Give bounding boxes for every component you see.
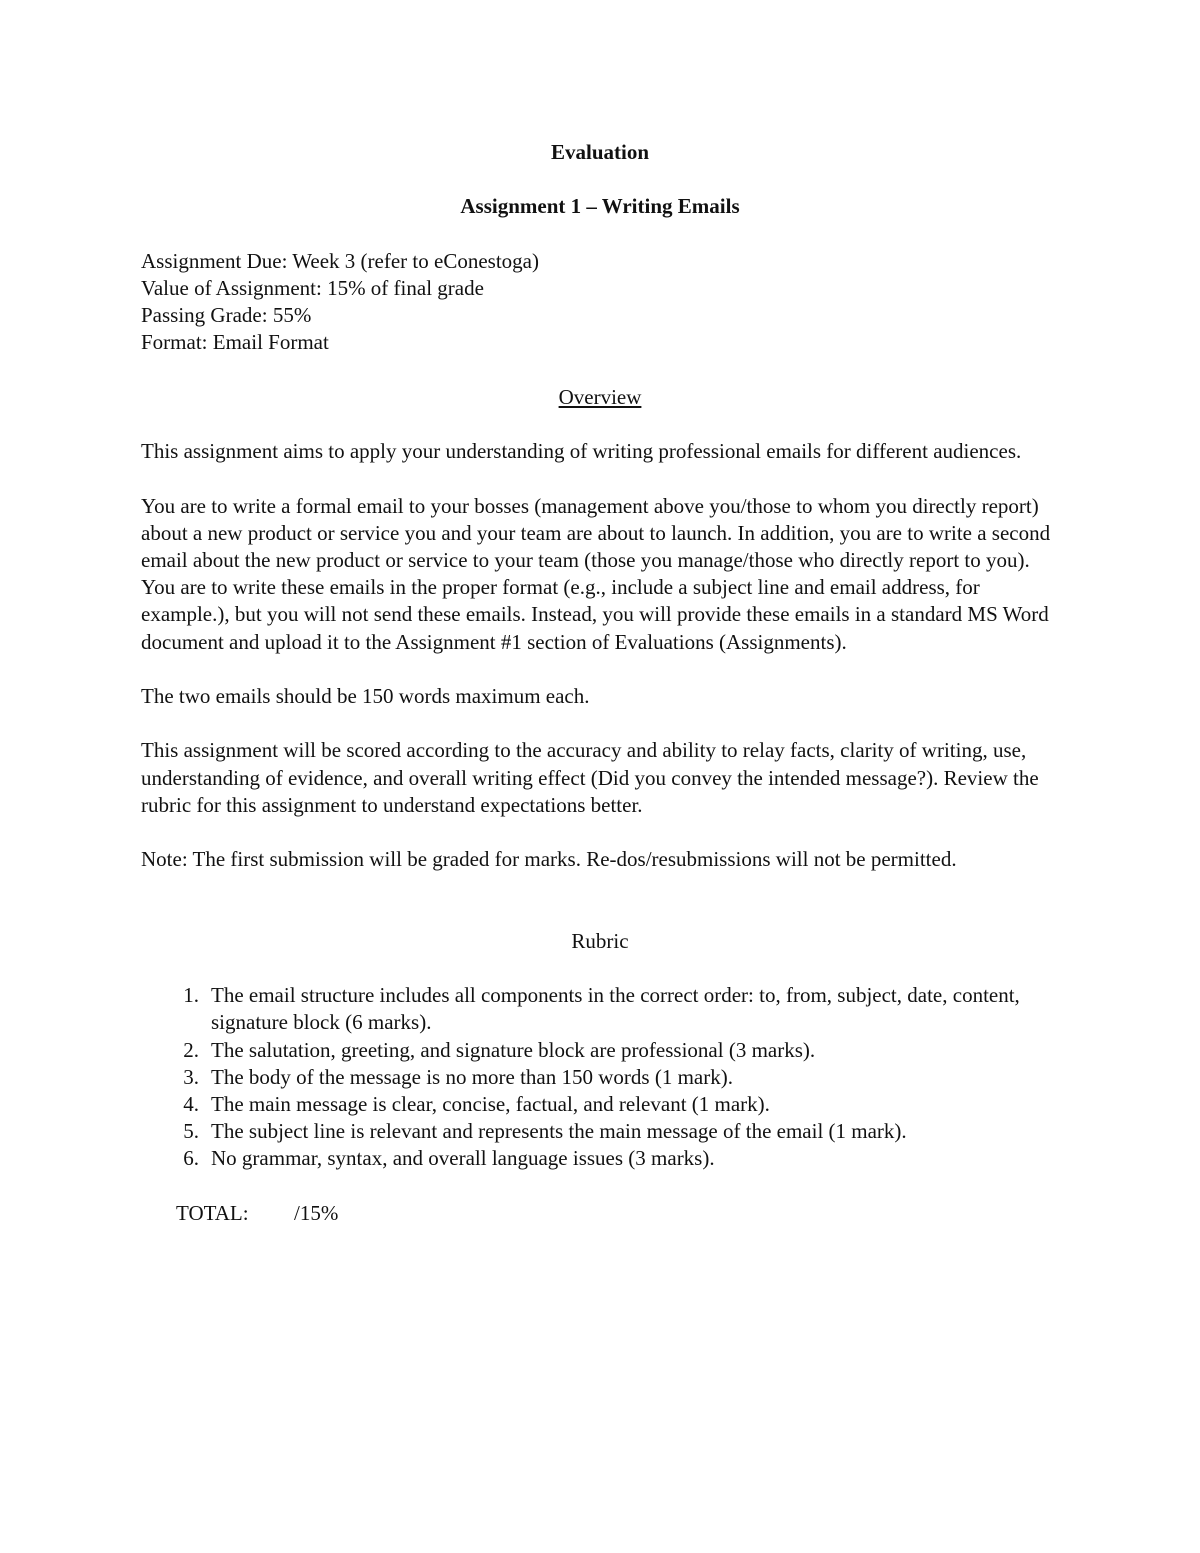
rubric-item-text: No grammar, syntax, and overall language issues (3 marks). [211, 1146, 715, 1171]
detail-format: Format: Email Format [141, 330, 329, 355]
rubric-list [141, 982, 1059, 1172]
rubric-item [141, 1037, 1059, 1064]
rubric-heading: Rubric [571, 928, 629, 953]
rubric-item [141, 1091, 1059, 1118]
rubric-item-text: The subject line is relevant and represents the main message of the email (1 mark). [211, 1119, 907, 1144]
document-body [141, 139, 1059, 1227]
overview-paragraph-instructions: You are to write a formal email to your bosses (management above you/those to whom you directly report) about a new product or service you and your team are about to launch. In addition, you are to write a second email about the new product or service to your team (those you manage/those who directly report to you). You are to write these emails in the proper format (e.g., include a subject line and email address, for example.), but you will not send these emails. Instead, you will provide these emails in a standard MS Word document and upload it to the Assignment #1 section of Evaluations (Assignments). [141, 493, 1051, 654]
overview-paragraph-scoring: This assignment will be scored according to the accuracy and ability to relay facts, clarity of writing, use, understanding of evidence, and overall writing effect (Did you convey the intended message?). Review the rubric for this assignment to understand expectations better. [141, 738, 1039, 817]
rubric-item-text: The main message is clear, concise, factual, and relevant (1 mark). [211, 1091, 770, 1116]
rubric-item [141, 1118, 1059, 1145]
rubric-item [141, 1064, 1059, 1091]
total-label: TOTAL: [176, 1200, 249, 1225]
rubric-item-number: 2. [183, 1037, 199, 1062]
overview-paragraph-purpose: This assignment aims to apply your understanding of writing professional emails for different audiences. [141, 439, 1022, 464]
rubric-item-text: The salutation, greeting, and signature block are professional (3 marks). [211, 1037, 816, 1062]
detail-passing-grade: Passing Grade: 55% [141, 303, 312, 328]
detail-due: Assignment Due: Week 3 (refer to eConestoga) [141, 248, 539, 273]
assignment-title: Assignment 1 – Writing Emails [460, 194, 740, 219]
overview-paragraph-note: Note: The first submission will be graded for marks. Re-dos/resubmissions will not be permitted. [141, 847, 957, 872]
detail-value: Value of Assignment: 15% of final grade [141, 275, 484, 300]
document-heading: Evaluation [550, 140, 650, 164]
rubric-item-text: The email structure includes all components in the correct order: to, from, subject, date, content, signature block (6 marks). [211, 983, 1020, 1035]
assignment-details [141, 248, 1059, 357]
overview-paragraph-word-limit: The two emails should be 150 words maximum each. [141, 683, 590, 708]
rubric-item-number: 6. [183, 1146, 199, 1171]
overview-heading: Overview [558, 384, 642, 409]
rubric-item-number: 3. [183, 1064, 199, 1089]
rubric-item [141, 982, 1059, 1036]
total-line [141, 1200, 1059, 1227]
rubric-item-text: The body of the message is no more than 150 words (1 mark). [211, 1064, 733, 1089]
rubric-item-number: 1. [183, 983, 199, 1008]
rubric-item-number: 5. [183, 1119, 199, 1144]
rubric-item-number: 4. [183, 1091, 199, 1116]
total-value: /15% [294, 1200, 339, 1225]
rubric-item [141, 1145, 1059, 1172]
